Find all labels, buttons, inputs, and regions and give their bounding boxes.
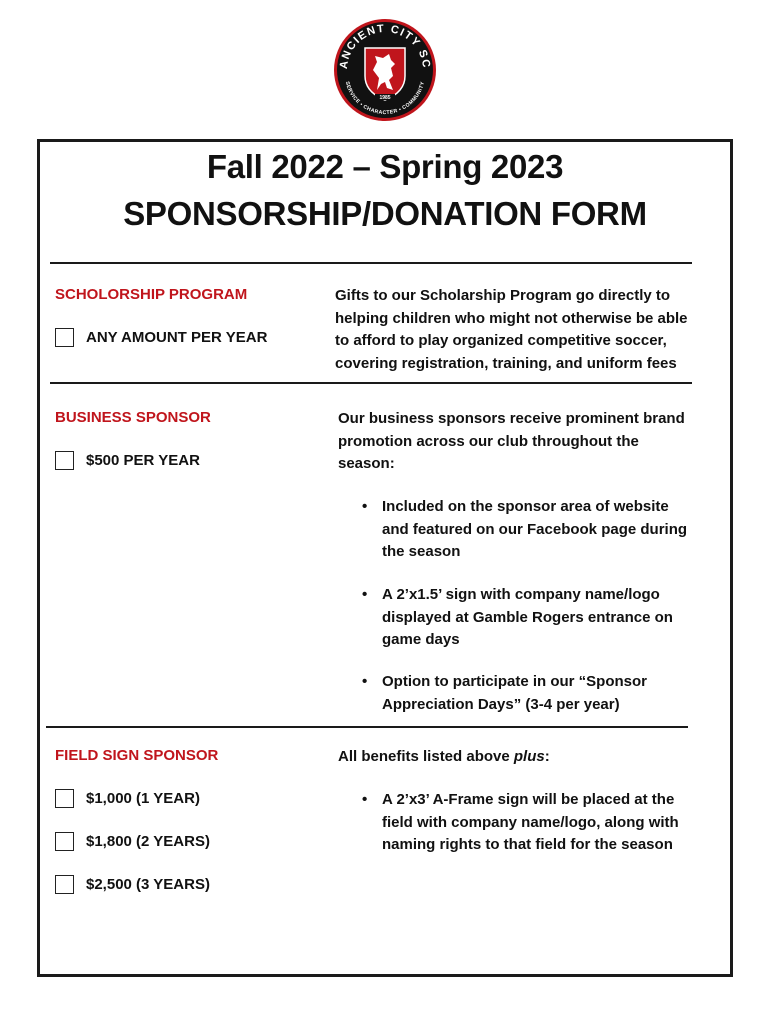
option-label: $500 PER YEAR — [86, 452, 200, 469]
intro-colon: : — [544, 748, 550, 765]
checkbox[interactable] — [55, 328, 74, 347]
bullet-line: the season — [382, 543, 461, 560]
description-line: promotion across our club throughout the — [338, 432, 639, 450]
bullet-icon: • — [362, 673, 368, 690]
club-logo — [333, 18, 437, 122]
option-label: $1,000 (1 YEAR) — [86, 790, 200, 807]
description-line: Gifts to our Scholarship Program go directly to — [335, 287, 671, 304]
checkbox[interactable] — [55, 832, 74, 851]
intro-text: All benefits listed above — [338, 748, 514, 765]
field-option-2-years[interactable] — [55, 832, 210, 851]
logo-year: 1985 — [379, 95, 391, 101]
bullet-icon: • — [362, 791, 368, 808]
bullet-line: A 2’x3’ A-Frame sign will be placed at the — [382, 791, 675, 808]
form-title: SPONSORSHIP/DONATION FORM — [123, 195, 647, 232]
bullet-line: displayed at Gamble Rogers entrance on — [382, 608, 673, 626]
option-label: ANY AMOUNT PER YEAR — [86, 329, 268, 346]
option-label: $1,800 (2 YEARS) — [86, 833, 210, 850]
bullet-line: Included on the sponsor area of website — [382, 498, 669, 515]
benefit-bullet — [358, 671, 647, 716]
scholarship-description — [335, 285, 688, 375]
checkbox[interactable] — [55, 789, 74, 808]
bullet-line: game days — [382, 631, 460, 648]
option-label: $2,500 (3 YEARS) — [86, 876, 210, 893]
field-heading: FIELD SIGN SPONSOR — [55, 747, 219, 764]
bullet-icon: • — [362, 498, 368, 515]
form-title-season: Fall 2022 – Spring 2023 — [206, 148, 564, 185]
bullet-line: and featured on our Facebook page during — [382, 520, 688, 538]
field-option-1-year[interactable] — [55, 789, 200, 808]
benefit-bullet — [358, 584, 673, 652]
logo-bottom-text: SERVICE • CHARACTER • COMMUNITY — [343, 80, 427, 117]
scholarship-option[interactable] — [55, 328, 267, 347]
bullet-line: Option to participate in our “Sponsor — [382, 673, 647, 690]
benefit-bullet — [358, 496, 687, 564]
logo-top-text: ANCIENT CITY SC — [337, 22, 433, 70]
description-line: covering registration, training, and uniform fees — [335, 354, 677, 372]
checkbox[interactable] — [55, 875, 74, 894]
divider — [50, 262, 692, 264]
scholarship-heading: SCHOLORSHIP PROGRAM — [55, 286, 248, 303]
business-heading: BUSINESS SPONSOR — [55, 409, 211, 426]
bullet-line: field with company name/logo, along with — [382, 813, 679, 831]
description-line: Our business sponsors receive prominent brand — [338, 410, 685, 427]
description-line: season: — [338, 455, 395, 472]
divider — [50, 382, 692, 384]
bullet-line: A 2’x1.5’ sign with company name/logo — [382, 586, 660, 603]
intro-emphasis: plus — [513, 748, 545, 765]
description-line: to afford to play organized competitive soccer, — [335, 332, 667, 349]
bullet-line: Appreciation Days” (3-4 per year) — [382, 695, 620, 713]
description-line: helping children who might not otherwise be able — [335, 309, 688, 327]
bullet-icon: • — [362, 586, 368, 603]
checkbox[interactable] — [55, 451, 74, 470]
field-intro — [338, 746, 550, 769]
field-option-3-years[interactable] — [55, 875, 210, 894]
benefit-bullet — [358, 789, 679, 857]
divider — [46, 726, 688, 728]
bullet-line: naming rights to that field for the season — [382, 836, 673, 853]
business-description — [338, 408, 685, 476]
business-option[interactable] — [55, 451, 200, 470]
